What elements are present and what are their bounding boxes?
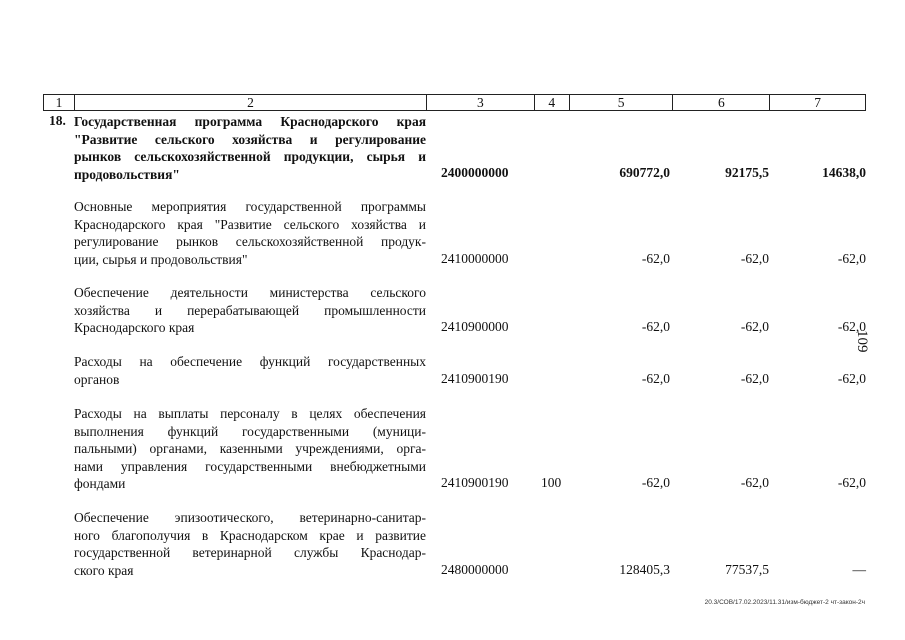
row-value-7: 14638,0 — [822, 165, 866, 180]
description-line: органов — [74, 371, 120, 387]
row-description — [74, 198, 426, 268]
row-value-6: 92175,5 — [725, 165, 769, 180]
row-value-6: -62,0 — [740, 371, 769, 386]
row-value-7: -62,0 — [837, 251, 866, 266]
description-line: регулирование рынков сельскохозяйственной продук- — [74, 234, 426, 249]
row-value-7: — — [852, 562, 866, 577]
row-col4: 100 — [541, 475, 562, 490]
row-number: 18. — [49, 113, 66, 128]
description-line: Расходы на обеспечение функций государственных — [74, 354, 426, 369]
row-value-5: -62,0 — [641, 319, 670, 334]
description-line: ного благополучия в Краснодарском крае и развитие — [74, 527, 426, 543]
table-header — [43, 94, 866, 111]
description-line: Расходы на выплаты персоналу в целях обеспечения — [74, 406, 426, 421]
row-value-6: -62,0 — [740, 319, 769, 334]
row-value-7: -62,0 — [837, 475, 866, 490]
description-line: рынков сельскохозяйственной продукции, сырья и — [74, 149, 426, 164]
row-value-7: -62,0 — [837, 371, 866, 386]
description-line: Государственная программа Краснодарского края — [74, 114, 426, 129]
header-col-6: 6 — [673, 95, 770, 110]
description-line: продовольствия" — [74, 166, 180, 182]
row-code: 2410000000 — [441, 251, 509, 266]
description-line: пальными) органами, казенными учреждениями, орга- — [74, 441, 426, 456]
row-description — [74, 509, 426, 579]
row-description — [74, 284, 426, 337]
row-value-6: 77537,5 — [725, 562, 769, 577]
description-line: государственной ветеринарной службы Краснодар- — [74, 545, 426, 560]
row-description — [74, 353, 426, 388]
description-line: Обеспечение эпизоотического, ветеринарно-санитар- — [74, 510, 426, 525]
description-line: выполнения функций государственными (муници- — [74, 423, 426, 439]
row-value-5: 128405,3 — [619, 562, 670, 577]
header-col-3: 3 — [427, 95, 535, 110]
row-description — [74, 113, 426, 183]
row-value-6: -62,0 — [740, 251, 769, 266]
description-line: хозяйства и перерабатывающей промышленности — [74, 302, 426, 318]
row-code: 2410900190 — [441, 475, 509, 490]
description-line: Краснодарского края "Развитие сельского хозяйства и — [74, 216, 426, 232]
description-line: нами управления государственными внебюджетными — [74, 458, 426, 474]
description-line: фондами — [74, 476, 126, 491]
description-line: "Развитие сельского хозяйства и регулирование — [74, 131, 426, 147]
row-value-5: 690772,0 — [619, 165, 670, 180]
header-col-2: 2 — [75, 95, 427, 110]
description-line: Основные мероприятия государственной программы — [74, 199, 426, 214]
row-code: 2410900190 — [441, 371, 509, 386]
description-line: Обеспечение деятельности министерства сельского — [74, 285, 426, 300]
document-footer: 20.3/СОВ/17.02.2023/11.31/изм-бюджет-2 чт-закон-2ч — [704, 599, 865, 606]
row-description — [74, 405, 426, 493]
row-value-5: -62,0 — [641, 371, 670, 386]
row-code: 2410900000 — [441, 319, 509, 334]
row-code: 2480000000 — [441, 562, 509, 577]
row-code: 2400000000 — [441, 165, 509, 180]
row-value-5: -62,0 — [641, 251, 670, 266]
header-col-7: 7 — [814, 95, 821, 110]
row-value-7: -62,0 — [837, 319, 866, 334]
description-line: ции, сырья и продовольствия" — [74, 251, 248, 267]
row-value-6: -62,0 — [740, 475, 769, 490]
page-number: 109 — [854, 330, 870, 353]
description-line: Краснодарского края — [74, 320, 195, 335]
header-col-5: 5 — [570, 95, 674, 110]
header-col-1: 1 — [44, 95, 75, 110]
description-line: ского края — [74, 562, 134, 578]
header-col-4: 4 — [535, 95, 570, 110]
row-value-5: -62,0 — [641, 475, 670, 490]
